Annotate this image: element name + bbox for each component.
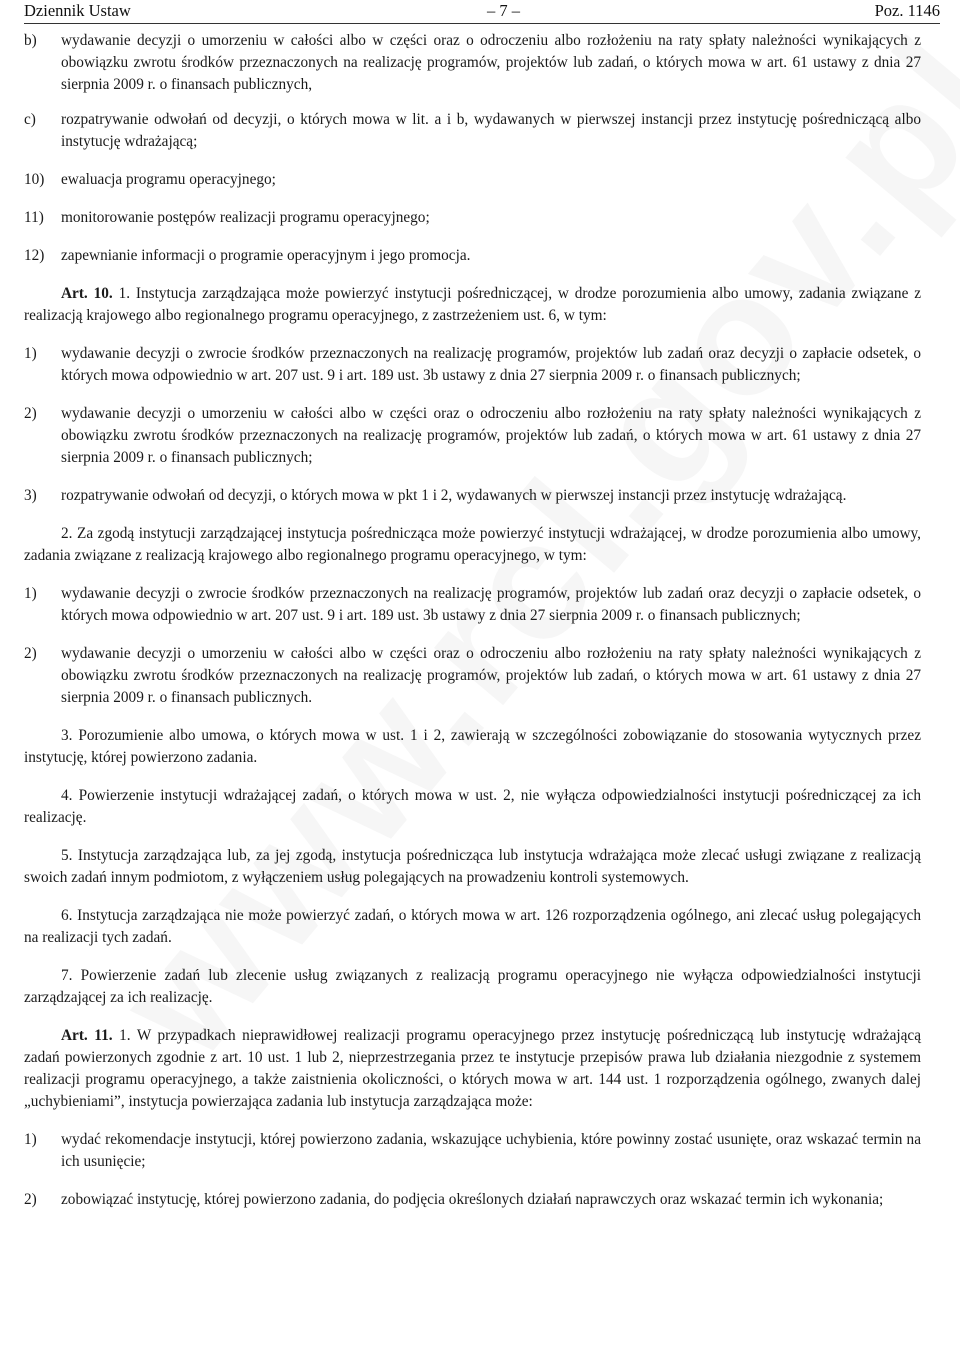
item-text: ewaluacja programu operacyjnego; <box>61 171 276 188</box>
item-number: 3) <box>24 487 37 504</box>
list-item <box>24 30 921 96</box>
paragraph-text: 1. Instytucja zarządzająca może powierzyć instytucji pośredniczącej, w drodze porozumienia albo umowy, zadania związane z realizacją krajowego albo regionalnego programu operacyjnego, z zastrzeżeniem ust. 6, w tym: <box>24 285 922 324</box>
article-number: Art. 11. <box>61 1027 113 1044</box>
paragraph: 3. Porozumienie albo umowa, o których mowa w ust. 1 i 2, zawierają w szczególności zobowiązanie do stosowania wytycznych przez instytucję, której powierzono zadania. <box>24 727 921 766</box>
list-item <box>24 1129 921 1173</box>
item-number: 1) <box>24 1131 37 1148</box>
article-paragraph <box>24 283 921 327</box>
paragraph-text: 1. W przypadkach nieprawidłowej realizacji programu operacyjnego przez instytucję pośredniczącą lub instytucję wdrażającą zadań powierzonych zgodnie z art. 10 ust. 1 lub 2, nieprzestrzegania przez te instytucje przepisów prawa lub działania niezgodnie z systemem realizacji programu operacyjnego, a także zaistnienia okoliczności, o których mowa w art. 144 ust. 1 rozporządzenia ogólnego, zwanych dalej „uchybieniami”, instytucja powierzająca zadania lub instytucja zarządzająca może: <box>24 1027 921 1110</box>
item-number: 2) <box>24 645 37 662</box>
item-number: c) <box>24 111 36 128</box>
list-item <box>24 643 921 709</box>
list-item <box>24 207 921 229</box>
document-body <box>24 30 921 1211</box>
item-text: wydawanie decyzji o umorzeniu w całości albo w części oraz o odroczeniu albo rozłożeniu na raty spłaty należności wynikających z obowiązku zwrotu środków przeznaczonych na realizację programów, projektów lub zadań, o których mowa w art. 61 ustawy z dnia 27 sierpnia 2009 r. o finansach publicznych. <box>61 645 921 706</box>
item-number: 2) <box>24 1191 37 1208</box>
item-text: zobowiązać instytucję, której powierzono zadania, do podjęcia określonych działań naprawczych oraz wskazać termin ich wykonania; <box>61 1191 884 1208</box>
page-header <box>24 0 940 22</box>
position-number: Poz. 1146 <box>874 1 940 20</box>
list-item <box>24 583 921 627</box>
page-number: – 7 – <box>487 1 520 20</box>
item-text: wydawanie decyzji o zwrocie środków przeznaczonych na realizację programów, projektów lub zadań oraz decyzji o zapłacie odsetek, o których mowa odpowiednio w art. 207 ust. 9 i art. 189 ust. 3b ustawy z dnia 27 sierpnia 2009 r. o finansach publicznych; <box>61 345 921 384</box>
item-text: wydawanie decyzji o umorzeniu w całości albo w części oraz o odroczeniu albo rozłożeniu na raty spłaty należności wynikających z obowiązku zwrotu środków przeznaczonych na realizację programów, projektów lub zadań, o których mowa w art. 61 ustawy z dnia 27 sierpnia 2009 r. o finansach publicznych; <box>61 405 921 466</box>
item-text: zapewnianie informacji o programie operacyjnym i jego promocja. <box>61 247 471 264</box>
list-item <box>24 169 921 191</box>
list-item <box>24 109 921 153</box>
item-number: 10) <box>24 171 45 188</box>
list-item <box>24 485 921 507</box>
paragraph: 7. Powierzenie zadań lub zlecenie usług związanych z realizacją programu operacyjnego nie wyłącza odpowiedzialności instytucji zarządzającej za ich realizację. <box>24 967 921 1006</box>
paragraph: 6. Instytucja zarządzająca nie może powierzyć zadań, o których mowa w art. 126 rozporządzenia ogólnego, ani zlecać usług polegających na realizacji tych zadań. <box>24 907 921 946</box>
item-number: 2) <box>24 405 37 422</box>
item-text: monitorowanie postępów realizacji programu operacyjnego; <box>61 209 430 226</box>
list-item <box>24 403 921 469</box>
list-item <box>24 1189 921 1211</box>
journal-title: Dziennik Ustaw <box>24 1 131 20</box>
list-item <box>24 245 921 267</box>
item-number: b) <box>24 32 37 49</box>
item-number: 11) <box>24 209 44 226</box>
item-number: 1) <box>24 585 37 602</box>
paragraph: 2. Za zgodą instytucji zarządzającej instytucja pośrednicząca może powierzyć instytucji wdrażającej, w drodze porozumienia albo umowy, zadania związane z realizacją krajowego albo regionalnego programu operacyjnego, w tym: <box>24 525 921 564</box>
item-text: wydać rekomendacje instytucji, której powierzono zadania, wskazujące uchybienia, które powinny zostać usunięte, oraz wskazać termin na ich usunięcie; <box>61 1131 921 1170</box>
item-text: wydawanie decyzji o umorzeniu w całości albo w części oraz o odroczeniu albo rozłożeniu na raty spłaty należności wynikających z obowiązku zwrotu środków przeznaczonych na realizację programów, projektów lub zadań, o których mowa w art. 61 ustawy z dnia 27 sierpnia 2009 r. o finansach publicznych, <box>61 32 921 93</box>
item-number: 12) <box>24 247 45 264</box>
item-text: rozpatrywanie odwołań od decyzji, o których mowa w pkt 1 i 2, wydawanych w pierwszej instancji przez instytucję wdrażającą. <box>61 487 847 504</box>
paragraph: 4. Powierzenie instytucji wdrażającej zadań, o których mowa w ust. 2, nie wyłącza odpowiedzialności instytucji pośredniczącej za ich realizację. <box>24 787 921 826</box>
paragraph: 5. Instytucja zarządzająca lub, za jej zgodą, instytucja pośrednicząca lub instytucja wdrażająca może zlecać usługi związane z realizacją swoich zadań innym podmiotom, z wyłączeniem usług polegających na prowadzeniu kontroli systemowych. <box>24 847 921 886</box>
article-number: Art. 10. <box>61 285 113 302</box>
header-rule <box>24 23 940 24</box>
article-paragraph <box>24 1025 921 1113</box>
list-item <box>24 343 921 387</box>
item-number: 1) <box>24 345 37 362</box>
item-text: wydawanie decyzji o zwrocie środków przeznaczonych na realizację programów, projektów lub zadań oraz decyzji o zapłacie odsetek, o których mowa odpowiednio w art. 207 ust. 9 i art. 189 ust. 3b ustawy z dnia 27 sierpnia 2009 r. o finansach publicznych; <box>61 585 921 624</box>
item-text: rozpatrywanie odwołań od decyzji, o których mowa w lit. a i b, wydawanych w pierwszej instancji przez instytucję pośredniczącą albo instytucję wdrażającą; <box>61 111 921 150</box>
